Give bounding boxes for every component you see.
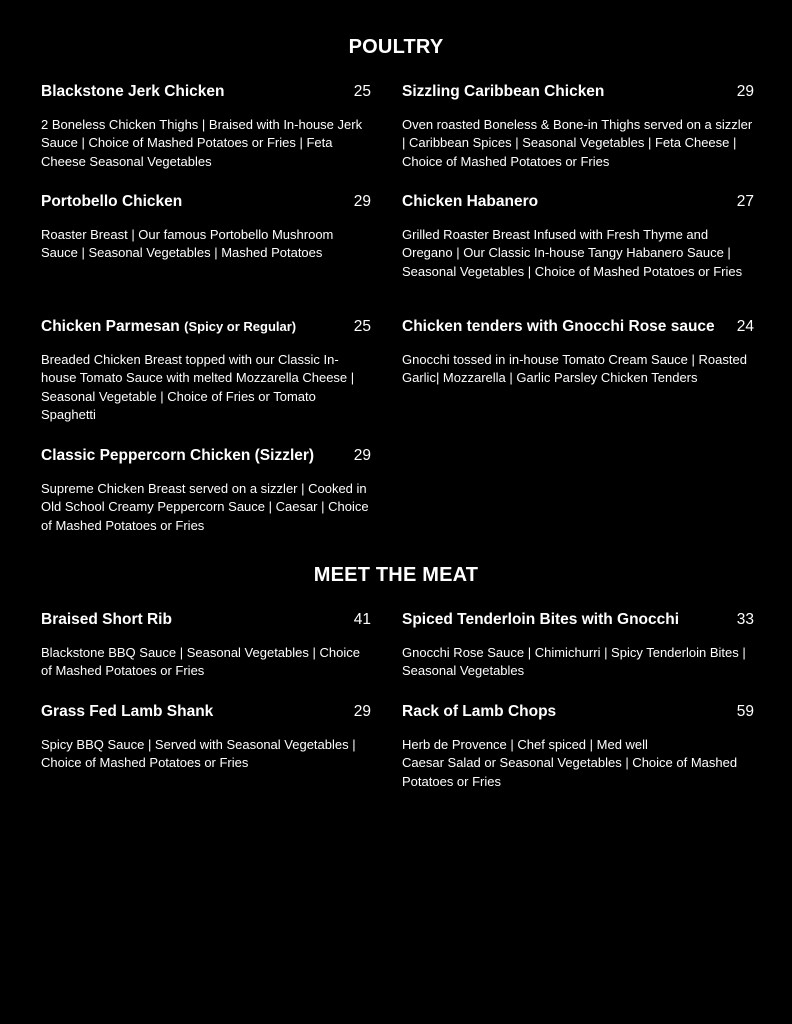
menu-item-name: Blackstone Jerk Chicken (41, 83, 225, 100)
menu-item-name: Spiced Tenderloin Bites with Gnocchi (402, 611, 680, 628)
menu-item-header (41, 611, 371, 633)
menu-item-price: 59 (736, 703, 754, 720)
menu-item-rack-of-lamb-chops (402, 703, 754, 791)
menu-item-description: Grilled Roaster Breast Infused with Fresh Thyme and Oregano | Our Classic In-house Tangy Habanero Sauce | Seasonal Vegetables | Choice of Mashed Potatoes or Fries (402, 227, 743, 279)
section-title-poultry: POULTRY (348, 36, 444, 58)
menu-item-blackstone-jerk-chicken (41, 83, 371, 171)
menu-item-name: Rack of Lamb Chops (402, 703, 557, 720)
menu-item-description: Oven roasted Boneless & Bone-in Thighs served on a sizzler | Caribbean Spices | Seasonal Vegetables | Feta Cheese | Choice of Mashed Potatoes or Fries (402, 117, 753, 169)
menu-item-classic-peppercorn-chicken (41, 447, 371, 535)
menu-item-name: Portobello Chicken (41, 193, 183, 210)
menu-item-name: Chicken Parmesan (41, 318, 180, 335)
menu-item-price: 24 (736, 318, 754, 335)
menu-item-price: 41 (353, 611, 371, 628)
menu-item-spiced-tenderloin-bites (402, 611, 754, 681)
menu-item-name: Sizzling Caribbean Chicken (402, 83, 605, 100)
menu-item-name: Grass Fed Lamb Shank (41, 703, 214, 720)
menu-item-header (402, 703, 754, 725)
menu-item-header (41, 193, 371, 215)
menu-item-name: Chicken tenders with Gnocchi Rose sauce (402, 318, 715, 335)
menu-item-description: Roaster Breast | Our famous Portobello Mushroom Sauce | Seasonal Vegetables | Mashed Potatoes (41, 227, 334, 261)
menu-item-portobello-chicken (41, 193, 371, 263)
menu-item-price: 29 (736, 83, 754, 100)
menu-item-chicken-habanero (402, 193, 754, 281)
menu-item-name: Classic Peppercorn Chicken (Sizzler) (41, 447, 315, 464)
menu-item-price: 25 (353, 318, 371, 335)
menu-item-header (402, 83, 754, 105)
menu-item-description: Blackstone BBQ Sauce | Seasonal Vegetables | Choice of Mashed Potatoes or Fries (41, 645, 360, 679)
menu-item-header (41, 318, 371, 340)
menu-item-description: Gnocchi Rose Sauce | Chimichurri | Spicy Tenderloin Bites | Seasonal Vegetables (402, 645, 746, 679)
menu-item-sizzling-caribbean-chicken (402, 83, 754, 171)
menu-item-price: 29 (353, 193, 371, 210)
menu-item-header (402, 193, 754, 215)
menu-item-description: Gnocchi tossed in in-house Tomato Cream Sauce | Roasted Garlic| Mozzarella | Garlic Parsley Chicken Tenders (402, 352, 747, 386)
menu-item-name: Chicken Habanero (402, 193, 539, 210)
menu-item-price: 25 (353, 83, 371, 100)
menu-item-description: Breaded Chicken Breast topped with our Classic In-house Tomato Sauce with melted Mozzarella Cheese | Seasonal Vegetable | Choice of Fries or Tomato Spaghetti (41, 352, 355, 422)
menu-item-chicken-parmesan (41, 318, 371, 424)
menu-item-header (402, 318, 754, 340)
menu-item-header (41, 703, 371, 725)
menu-item-braised-short-rib (41, 611, 371, 681)
menu-item-header (41, 83, 371, 105)
menu-item-grass-fed-lamb-shank (41, 703, 371, 773)
menu-item-note: (Spicy or Regular) (184, 319, 297, 334)
menu-item-name: Braised Short Rib (41, 611, 172, 628)
menu-item-chicken-tenders-gnocchi (402, 318, 754, 388)
menu-item-price: 29 (353, 703, 371, 720)
section-title-meat: MEET THE MEAT (313, 564, 479, 586)
menu-item-description: Herb de Provence | Chef spiced | Med well Caesar Salad or Seasonal Vegetables | Choice of Mashed Potatoes or Fries (402, 737, 738, 789)
menu-item-description: Supreme Chicken Breast served on a sizzler | Cooked in Old School Creamy Peppercorn Sauce | Caesar | Choice of Mashed Potatoes or Fries (41, 481, 369, 533)
menu-item-description: Spicy BBQ Sauce | Served with Seasonal Vegetables | Choice of Mashed Potatoes or Fries (41, 737, 356, 771)
menu-item-header (41, 447, 371, 469)
menu-item-price: 27 (736, 193, 754, 210)
menu-item-description: 2 Boneless Chicken Thighs | Braised with In-house Jerk Sauce | Choice of Mashed Potatoes or Fries | Feta Cheese Seasonal Vegetables (41, 117, 363, 169)
menu-item-price: 29 (353, 447, 371, 464)
menu-item-header (402, 611, 754, 633)
menu-item-price: 33 (736, 611, 754, 628)
